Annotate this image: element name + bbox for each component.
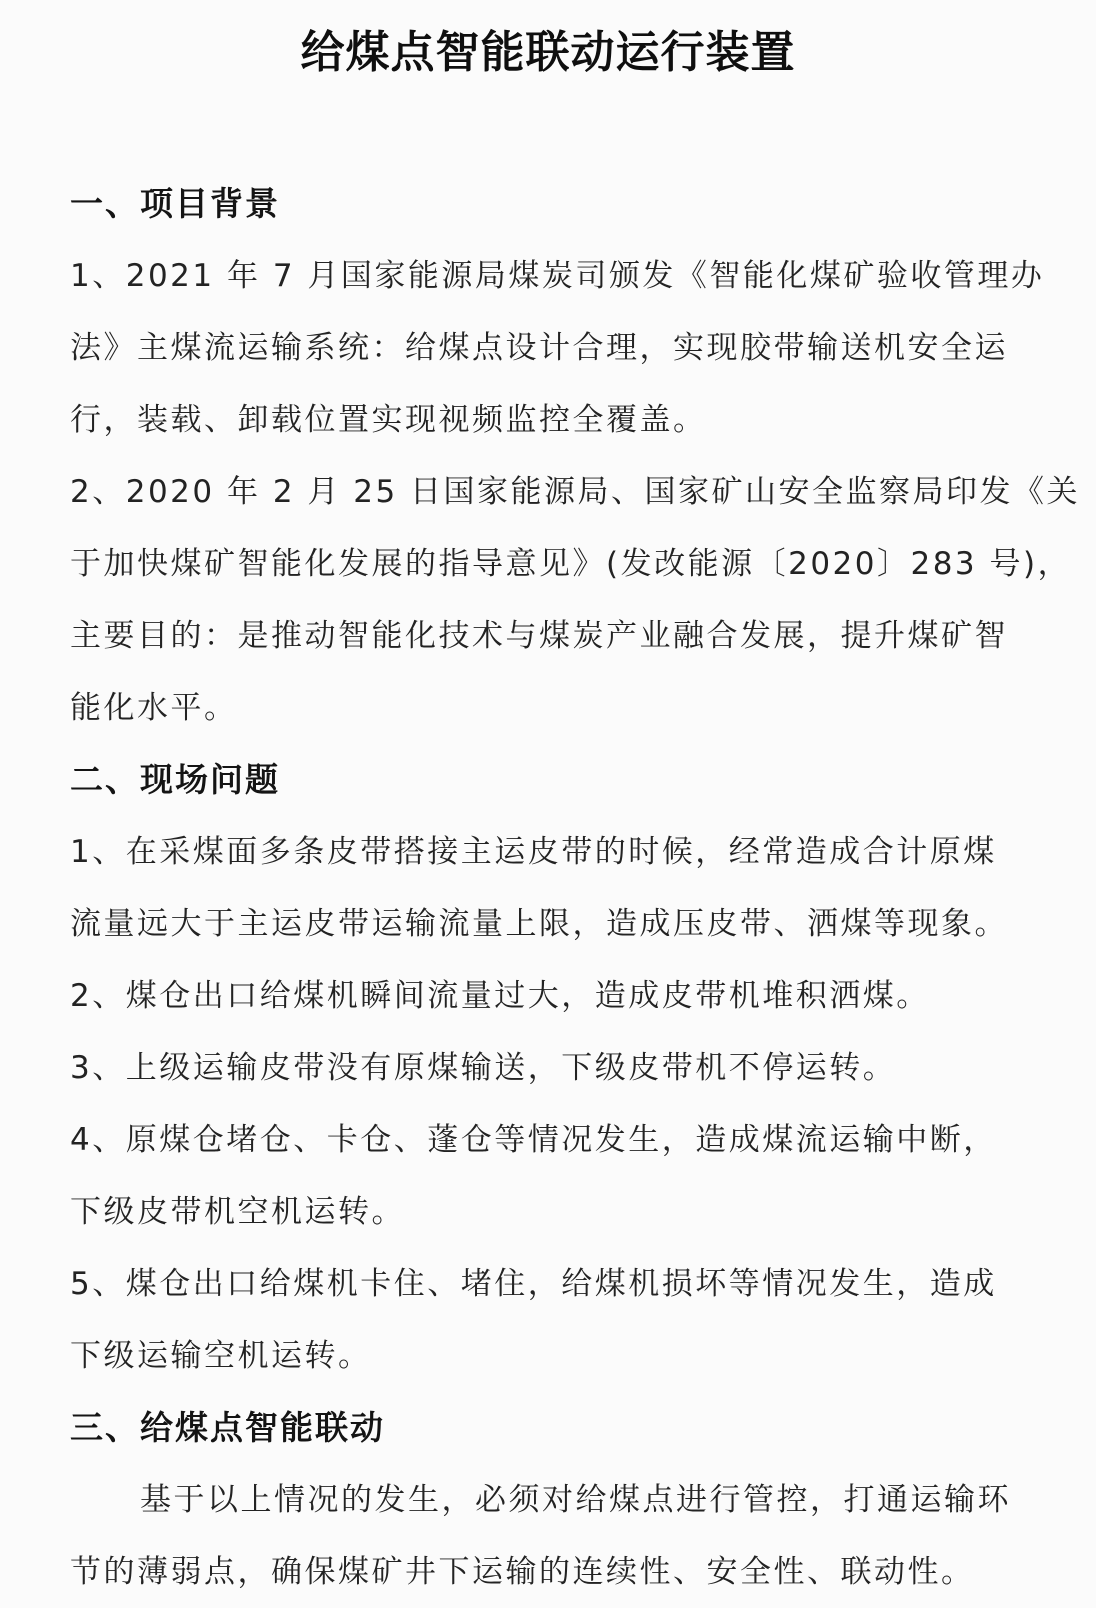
paragraph-line: 行，装载、卸载位置实现视频监控全覆盖。	[70, 402, 707, 438]
paragraph-line: 4、原煤仓堵仓、卡仓、蓬仓等情况发生，造成煤流运输中断，	[70, 1122, 997, 1158]
paragraph	[70, 1248, 1026, 1392]
paragraph-line: 能化水平。	[70, 690, 238, 726]
paragraph-line: 1、2021 年 7 月国家能源局煤炭司颁发《智能化煤矿验收管理办	[70, 258, 1045, 294]
paragraph-line: 2、2020 年 2 月 25 日国家能源局、国家矿山安全监察局印发《关	[70, 474, 1081, 510]
paragraph	[70, 816, 1026, 960]
paragraph-line: 节的薄弱点，确保煤矿井下运输的连续性、安全性、联动性。	[70, 1554, 975, 1590]
document-title: 给煤点智能联动运行装置	[300, 27, 796, 78]
paragraph	[70, 1104, 1026, 1248]
paragraph-line: 2、煤仓出口给煤机瞬间流量过大，造成皮带机堆积洒煤。	[70, 978, 930, 1014]
paragraph-line: 下级皮带机空机运转。	[70, 1194, 405, 1230]
paragraph-line: 基于以上情况的发生，必须对给煤点进行管控，打通运输环	[140, 1482, 1011, 1518]
paragraph-line: 法》主煤流运输系统：给煤点设计合理，实现胶带输送机安全运	[70, 330, 1008, 366]
paragraph	[70, 1032, 1026, 1104]
paragraph	[70, 240, 1045, 456]
paragraph	[70, 960, 1026, 1032]
paragraph-line: 流量远大于主运皮带运输流量上限，造成压皮带、洒煤等现象。	[70, 906, 1008, 942]
paragraph-line: 5、煤仓出口给煤机卡住、堵住，给煤机损坏等情况发生，造成	[70, 1266, 997, 1302]
paragraph-line: 下级运输空机运转。	[70, 1338, 372, 1374]
section-heading-site-problems: 二、现场问题	[70, 760, 280, 799]
paragraph	[70, 1464, 1026, 1608]
section-heading-project-background: 一、项目背景	[70, 184, 280, 223]
paragraph	[70, 456, 1081, 744]
paragraph-line: 主要目的：是推动智能化技术与煤炭产业融合发展，提升煤矿智	[70, 618, 1008, 654]
paragraph-line: 于加快煤矿智能化发展的指导意见》(发改能源〔2020〕283 号)，	[70, 546, 1072, 582]
section-heading-intelligent-linkage: 三、给煤点智能联动	[70, 1408, 385, 1447]
paragraph-line: 3、上级运输皮带没有原煤输送，下级皮带机不停运转。	[70, 1050, 897, 1086]
paragraph-line: 1、在采煤面多条皮带搭接主运皮带的时候，经常造成合计原煤	[70, 834, 997, 870]
